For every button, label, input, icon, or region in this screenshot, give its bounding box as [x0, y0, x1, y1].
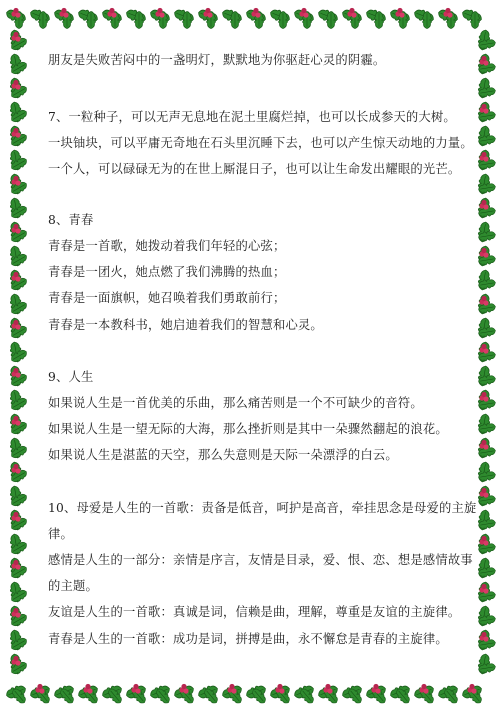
text-line: 如果说人生是湛蓝的天空，那么失意则是天际一朵漂浮的白云。 — [48, 448, 398, 462]
text-line: 律。 — [48, 527, 73, 541]
text-line: 一块铀块，可以平庸无奇地在石头里沉睡下去，也可以产生惊天动地的力量。 — [48, 136, 473, 150]
text-line: 感情是人生的一部分：亲情是序言，友情是目录，爱、恨、恋、想是感情故事 — [48, 553, 473, 567]
text-line: 青春是人生的一首歌：成功是词，拼搏是曲，永不懈怠是青春的主旋律。 — [48, 632, 448, 646]
section-9-heading: 9、人生 — [48, 370, 94, 384]
text-line: 青春是一首歌，她拨动着我们年轻的心弦； — [48, 239, 286, 253]
section-10-line: 10、母爱是人生的一首歌：责备是低音，呵护是高音，牵挂思念是母爱的主旋 — [48, 501, 477, 515]
text-line: 青春是一面旗帜，她召唤着我们勇敢前行； — [48, 291, 286, 305]
section-8-heading: 8、青春 — [48, 213, 94, 227]
text-line: 如果说人生是一首优美的乐曲，那么痛苦则是一个不可缺少的音符。 — [48, 396, 423, 410]
text-line: 朋友是失败苦闷中的一盏明灯，默默地为你驱赶心灵的阴霾。 — [48, 53, 386, 67]
text-line: 的主题。 — [48, 579, 98, 593]
text-line: 一个人，可以碌碌无为的在世上厮混日子，也可以让生命发出耀眼的光芒。 — [48, 162, 461, 176]
text-line: 青春是一本教科书，她启迪着我们的智慧和心灵。 — [48, 318, 323, 332]
section-7-line: 7、一粒种子，可以无声无息地在泥土里腐烂掉，也可以长成参天的大树。 — [48, 110, 456, 124]
text-line: 如果说人生是一望无际的大海，那么挫折则是其中一朵骤然翻起的浪花。 — [48, 422, 448, 436]
text-line: 青春是一团火，她点燃了我们沸腾的热血； — [48, 265, 286, 279]
text-line: 友谊是人生的一首歌：真诚是词，信赖是曲，理解，尊重是友谊的主旋律。 — [48, 605, 461, 619]
document-body — [48, 0, 477, 708]
